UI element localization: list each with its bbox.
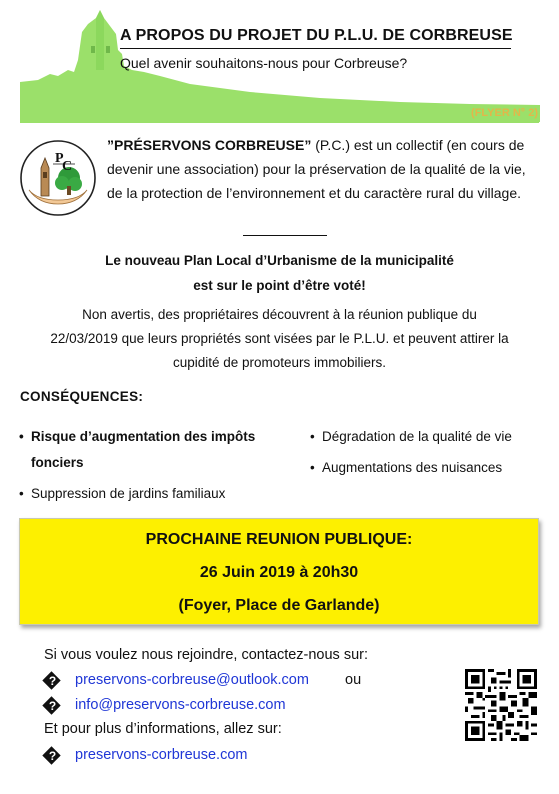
church-tree-hands-logo [19,138,97,218]
more-info-intro: Et pour plus d’informations, allez sur: [44,721,282,737]
logo-letters-c: C [62,159,73,174]
intro-paragraph [107,133,539,205]
body-line-1: Non avertis, des propriétaires découvrent à la réunion publique du [82,307,477,322]
email-link-outlook[interactable]: preservons-corbreuse@outlook.com [75,672,309,688]
body-line-2: 22/03/2019 que leurs propriétés sont visées par le P.L.U. et peuvent attirer la [50,331,509,346]
bullet-icon: • [310,460,315,475]
bullet-icon: • [19,486,24,501]
unknown-glyph-icon [44,748,61,764]
unknown-glyph-icon [44,673,61,689]
header-divider [20,121,539,123]
body-line-3: cupidité de promoteurs immobiliers. [172,355,387,370]
next-meeting-box [19,518,539,625]
meeting-title: PROCHAINE REUNION PUBLIQUE: [145,531,413,548]
consequences-heading: CONSÉQUENCES: [20,389,144,404]
glyph-text: ? [48,674,57,688]
consequence-text: Risque d’augmentation des impôts fonciers [31,429,256,470]
body-paragraph [20,303,539,375]
page-subtitle: Quel avenir souhaitons-nous pour Corbreuse? [120,55,408,71]
consequence-item [310,455,550,481]
unknown-glyph-icon [44,698,61,714]
meeting-date: 26 Juin 2019 à 20h30 [199,564,359,581]
page-title: A PROPOS DU PROJET DU P.L.U. DE CORBREUSE [120,27,513,44]
email-link-info[interactable]: info@preservons-corbreuse.com [75,697,286,713]
announcement-line-2: est sur le point d’être voté! [193,278,366,293]
section-divider [243,235,327,236]
qr-code[interactable] [465,669,537,741]
contact-intro: Si vous voulez nous rejoindre, contactez-nous sur: [44,647,369,663]
bullet-icon: • [310,429,315,444]
consequence-text: Suppression de jardins familiaux [31,486,226,501]
brand-name: ”PRÉSERVONS CORBREUSE” [107,137,312,153]
consequence-item [19,481,319,507]
announcement-line-1: Le nouveau Plan Local d’Urbanisme de la municipalité [105,253,454,268]
consequence-item [310,424,550,450]
flyer-number-label: (FLYER N° 2) [471,107,538,119]
glyph-text: ? [48,699,57,713]
announcement [20,248,539,298]
title-underline [120,48,511,49]
website-link[interactable]: preservons-corbreuse.com [75,747,248,763]
consequence-text: Dégradation de la qualité de vie [322,429,512,444]
consequence-text: Augmentations des nuisances [322,460,503,475]
consequence-item [19,424,289,476]
bullet-icon: • [19,429,24,444]
or-text: ou [345,672,362,688]
logo-letters: P [55,151,64,166]
intro-text: (P.C.) est un collectif (en cours de devenir une association) pour la préservation de la qualité de la vie, de la protection de l’environnement et du caractère rural du village. [107,137,526,201]
glyph-text: ? [48,749,57,763]
meeting-place: (Foyer, Place de Garlande) [178,597,380,614]
